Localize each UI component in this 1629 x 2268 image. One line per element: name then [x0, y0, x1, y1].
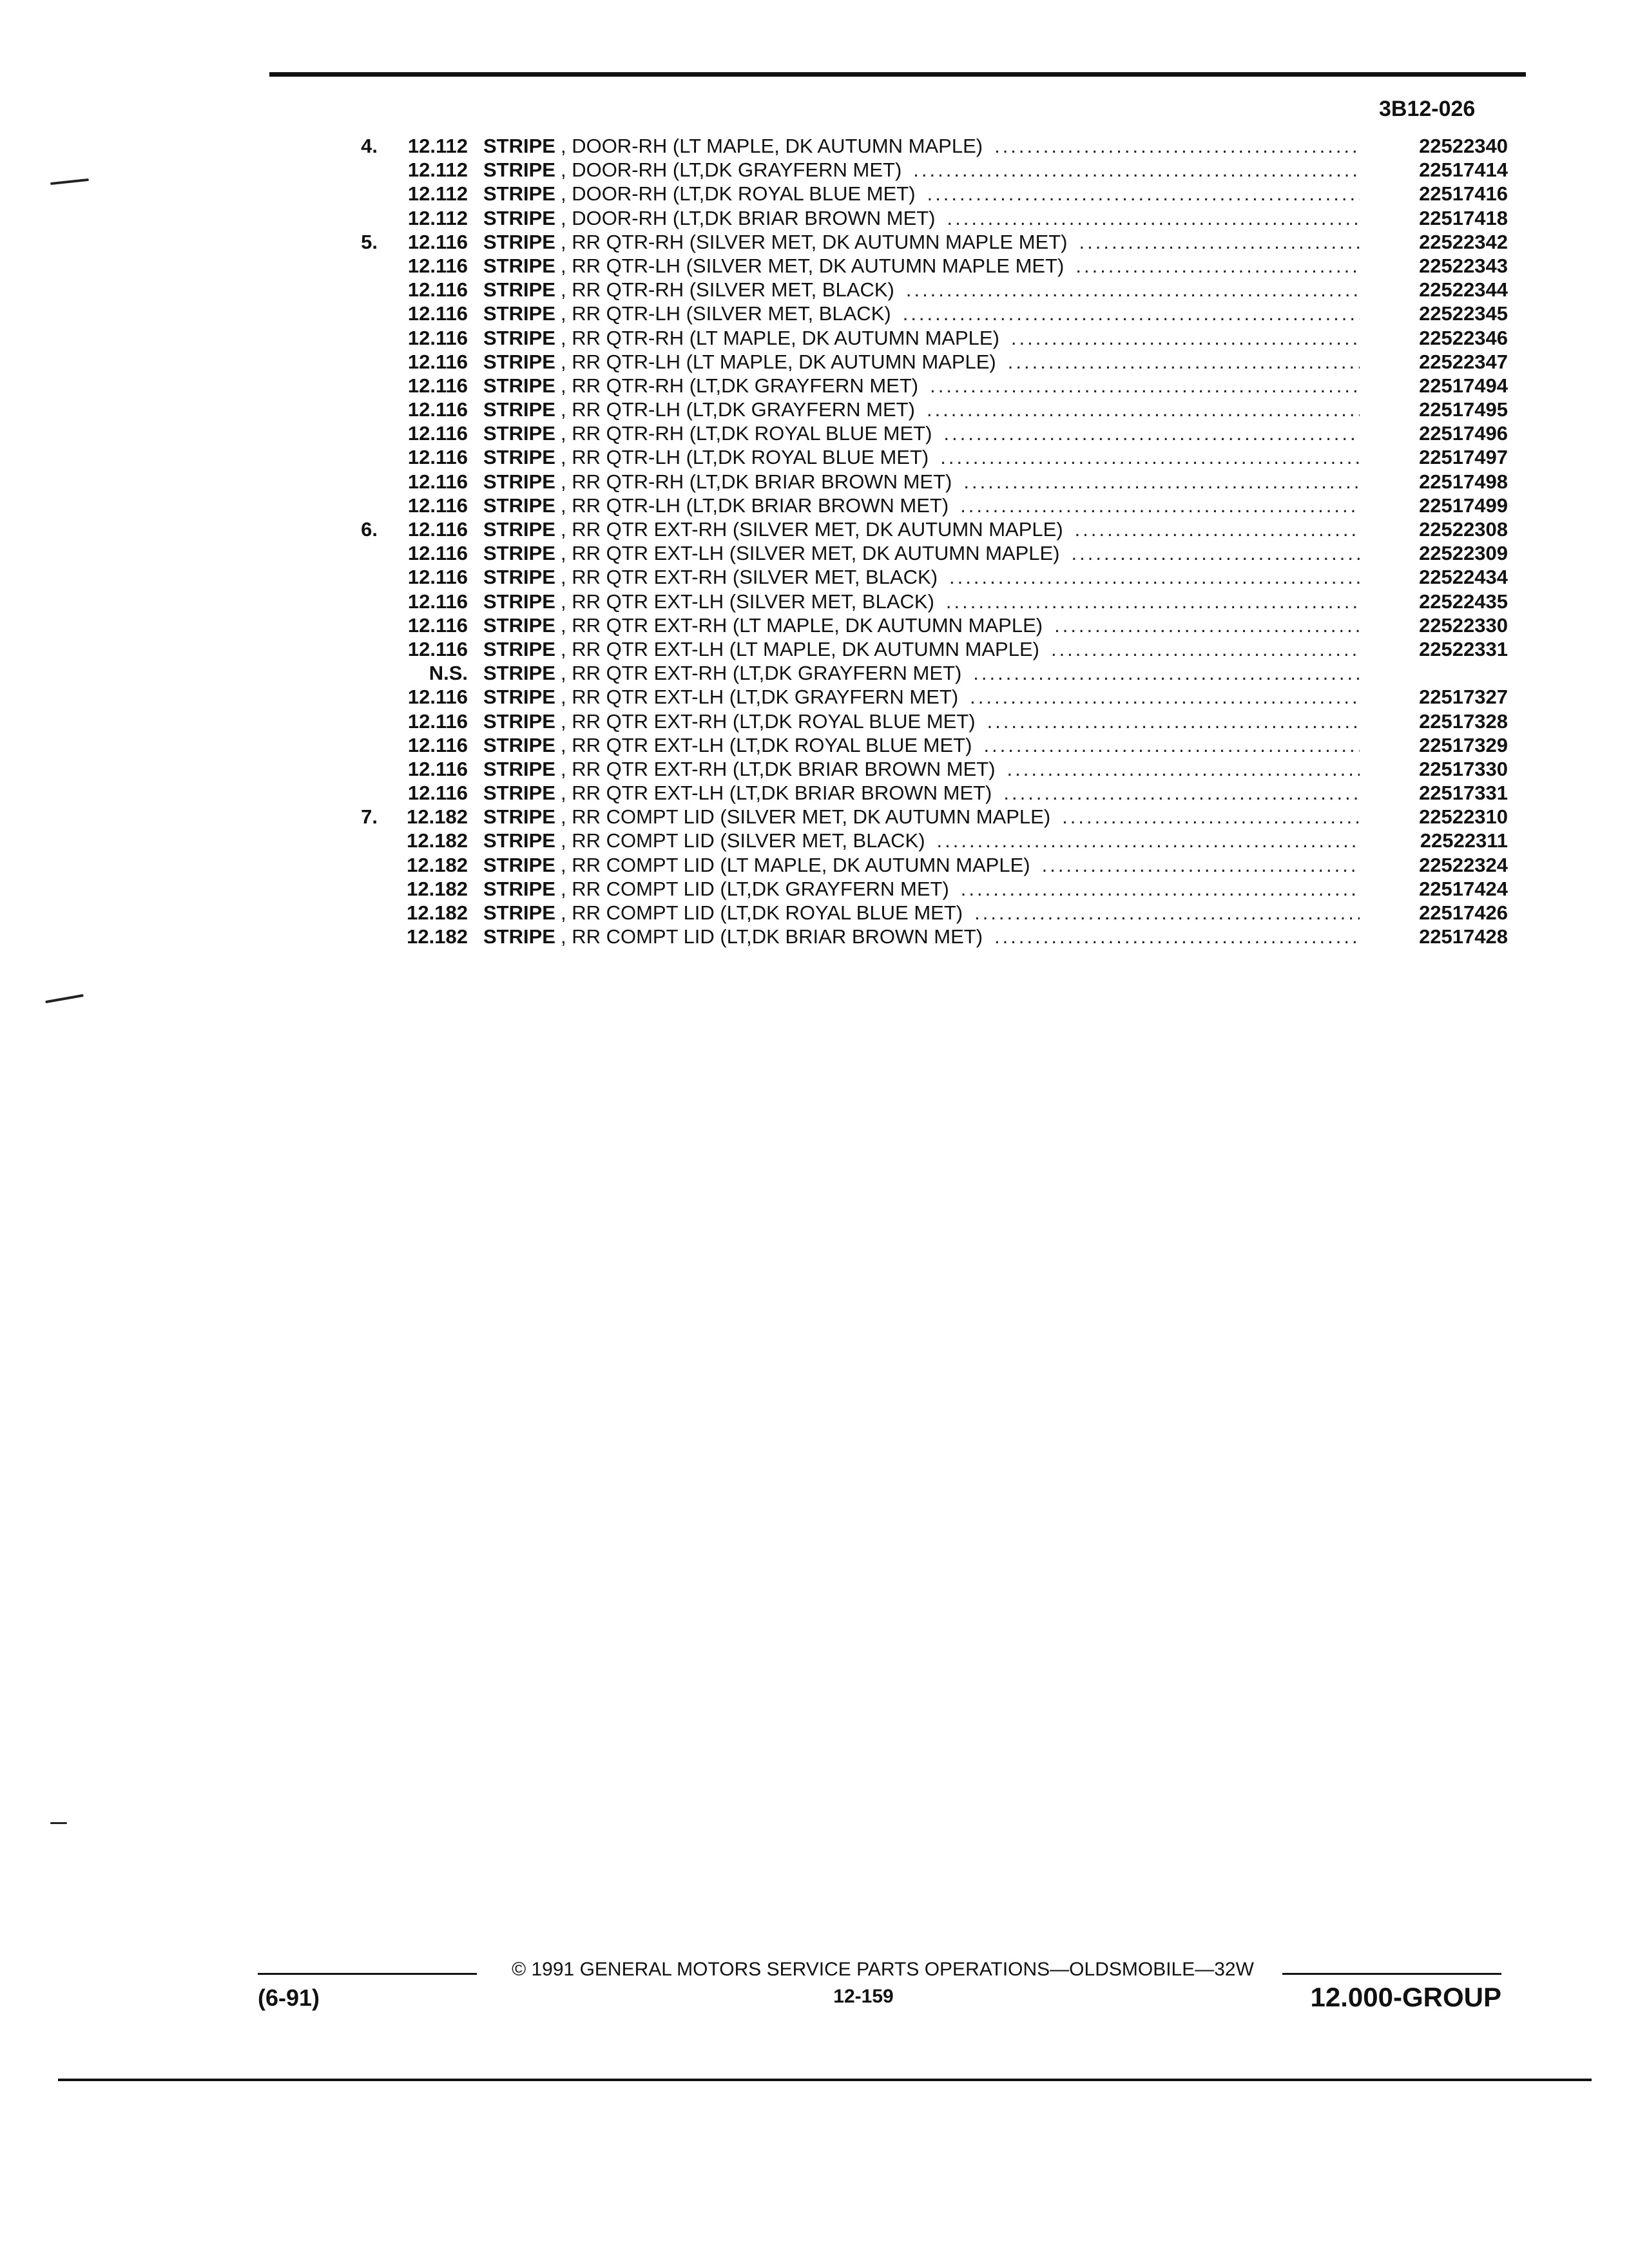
- dot-leader: [973, 661, 1360, 685]
- part-description: [483, 853, 1360, 877]
- part-desc: , RR QTR-RH (LT,DK BRIAR BROWN MET): [560, 470, 952, 493]
- part-description: [483, 901, 1360, 925]
- dot-leader: [1007, 757, 1360, 781]
- part-group-number: 12.112: [407, 206, 468, 229]
- part-group-number: 12.116: [407, 613, 468, 637]
- part-number: 22522310: [1419, 805, 1508, 829]
- part-group-number: 12.116: [407, 302, 468, 325]
- part-description: [483, 398, 1360, 421]
- dot-leader: [940, 445, 1360, 469]
- parts-list: [335, 134, 1508, 948]
- part-ref-number: 6.: [361, 518, 378, 541]
- part-row: [335, 421, 1508, 445]
- part-desc: , RR QTR EXT-RH (LT,DK GRAYFERN MET): [560, 662, 962, 685]
- part-row: [335, 685, 1508, 709]
- bottom-rule: [58, 2079, 1592, 2081]
- footer-rule-right: [1282, 1973, 1501, 1975]
- part-row: [335, 733, 1508, 757]
- part-row: [335, 901, 1508, 925]
- dot-leader: [927, 182, 1360, 206]
- part-desc: , RR QTR-LH (LT MAPLE, DK AUTUMN MAPLE): [560, 350, 996, 373]
- dot-leader: [963, 470, 1360, 494]
- part-row: [335, 541, 1508, 565]
- part-desc: , RR COMPT LID (LT,DK ROYAL BLUE MET): [560, 901, 963, 924]
- part-description: [483, 757, 1360, 781]
- part-number: 22517424: [1419, 877, 1508, 900]
- part-number: 22522340: [1419, 135, 1508, 157]
- part-group-number: 12.116: [407, 446, 468, 469]
- part-desc: , RR QTR EXT-LH (LT,DK ROYAL BLUE MET): [560, 733, 972, 756]
- dot-leader: [906, 278, 1360, 302]
- part-number: 22517328: [1419, 709, 1508, 733]
- part-row: [335, 925, 1508, 948]
- dot-leader: [927, 398, 1360, 421]
- part-row: [335, 445, 1508, 469]
- part-description: [483, 685, 1360, 709]
- part-ref-number: 5.: [361, 230, 378, 253]
- part-number: 22517327: [1419, 686, 1508, 709]
- part-group-number: 12.116: [407, 422, 468, 445]
- part-description: [483, 613, 1360, 637]
- part-desc: , RR COMPT LID (LT,DK BRIAR BROWN MET): [560, 925, 983, 948]
- part-description: [483, 541, 1360, 565]
- part-ref-number: 4.: [361, 135, 378, 157]
- part-description: [483, 374, 1360, 398]
- part-group-number: 12.182: [407, 805, 468, 829]
- part-row: [335, 230, 1508, 254]
- part-desc: , RR QTR EXT-RH (SILVER MET, BLACK): [560, 566, 938, 589]
- part-group-number: 12.116: [407, 566, 468, 589]
- part-name: STRIPE: [483, 470, 555, 493]
- part-desc: , RR QTR EXT-LH (SILVER MET, BLACK): [560, 590, 934, 613]
- part-name: STRIPE: [483, 494, 555, 517]
- footer: [258, 1959, 1501, 2017]
- part-description: [483, 877, 1360, 901]
- part-desc: , RR QTR EXT-LH (LT MAPLE, DK AUTUMN MAPLE): [560, 637, 1039, 660]
- part-row: [335, 829, 1508, 852]
- part-number: 22517416: [1419, 182, 1508, 206]
- part-group-number: 12.116: [407, 590, 468, 613]
- dot-leader: [987, 709, 1360, 733]
- footer-group: 12.000-GROUP: [1310, 1982, 1501, 2012]
- part-row: [335, 374, 1508, 398]
- part-name: STRIPE: [483, 302, 555, 325]
- part-description: [483, 230, 1360, 254]
- part-group-number: 12.182: [407, 853, 468, 876]
- dot-leader: [946, 590, 1360, 613]
- dot-leader: [1042, 853, 1360, 877]
- part-name: STRIPE: [483, 566, 555, 589]
- part-row: [335, 134, 1508, 158]
- part-number: 22522347: [1419, 350, 1508, 373]
- part-name: STRIPE: [483, 206, 555, 229]
- part-description: [483, 206, 1360, 230]
- part-description: [483, 278, 1360, 302]
- part-desc: , RR COMPT LID (LT MAPLE, DK AUTUMN MAPLE): [560, 853, 1030, 876]
- part-number: 22517331: [1419, 782, 1508, 805]
- part-row: [335, 877, 1508, 901]
- part-number: 22517494: [1419, 374, 1508, 397]
- part-description: [483, 733, 1360, 757]
- part-row: [335, 254, 1508, 278]
- part-description: [483, 158, 1360, 182]
- part-number: 22517428: [1419, 925, 1508, 948]
- part-ref-number: 7.: [361, 805, 378, 829]
- part-group-number: 12.116: [407, 254, 468, 277]
- part-number: 22517329: [1419, 733, 1508, 756]
- part-name: STRIPE: [483, 518, 555, 541]
- dot-leader: [1003, 781, 1360, 805]
- dot-leader: [949, 565, 1360, 589]
- part-number: 22522346: [1419, 326, 1508, 349]
- part-desc: , RR QTR-LH (LT,DK ROYAL BLUE MET): [560, 446, 929, 469]
- dot-leader: [1075, 517, 1360, 541]
- part-number: 22522308: [1419, 518, 1508, 541]
- dot-leader: [1072, 541, 1360, 565]
- part-name: STRIPE: [483, 159, 555, 182]
- part-desc: , RR QTR-LH (SILVER MET, DK AUTUMN MAPLE MET): [560, 254, 1065, 277]
- part-desc: , RR QTR-RH (SILVER MET, DK AUTUMN MAPLE MET): [560, 230, 1068, 253]
- dot-leader: [1011, 326, 1360, 350]
- footer-date-code: (6-91): [258, 1984, 320, 2011]
- part-desc: , DOOR-RH (LT,DK BRIAR BROWN MET): [560, 206, 936, 229]
- part-number: 22517414: [1419, 159, 1508, 182]
- dot-leader: [1075, 254, 1360, 278]
- part-group-number: 12.116: [407, 782, 468, 805]
- part-group-number: 12.116: [407, 757, 468, 780]
- binding-mark: [45, 994, 84, 1003]
- part-name: STRIPE: [483, 278, 555, 302]
- part-description: [483, 134, 1360, 158]
- part-row: [335, 278, 1508, 302]
- dot-leader: [994, 134, 1360, 158]
- part-desc: , RR COMPT LID (SILVER MET, BLACK): [560, 829, 925, 852]
- part-group-number: 12.116: [407, 542, 468, 565]
- dot-leader: [913, 158, 1360, 182]
- part-name: STRIPE: [483, 877, 555, 900]
- part-number: 22517498: [1419, 470, 1508, 493]
- part-desc: , DOOR-RH (LT,DK GRAYFERN MET): [560, 159, 902, 182]
- part-name: STRIPE: [483, 254, 555, 277]
- part-name: STRIPE: [483, 757, 555, 780]
- part-number: 22522343: [1419, 254, 1508, 277]
- dot-leader: [1008, 350, 1360, 374]
- part-row: [335, 709, 1508, 733]
- part-name: STRIPE: [483, 422, 555, 445]
- part-row: [335, 781, 1508, 805]
- part-desc: , DOOR-RH (LT,DK ROYAL BLUE MET): [560, 182, 916, 206]
- part-desc: , RR QTR EXT-RH (LT,DK ROYAL BLUE MET): [560, 709, 976, 733]
- part-row: [335, 158, 1508, 182]
- part-row: [335, 805, 1508, 829]
- part-group-number: 12.116: [407, 350, 468, 373]
- part-number: 22517426: [1419, 901, 1508, 924]
- part-group-number: 12.116: [407, 470, 468, 493]
- part-description: [483, 445, 1360, 469]
- part-name: STRIPE: [483, 662, 555, 685]
- part-description: [483, 517, 1360, 541]
- part-name: STRIPE: [483, 901, 555, 924]
- part-row: [335, 182, 1508, 206]
- footer-rule-left: [258, 1973, 477, 1975]
- part-description: [483, 829, 1360, 852]
- part-number: 22522342: [1419, 230, 1508, 253]
- part-number: 22522344: [1419, 278, 1508, 302]
- dot-leader: [937, 829, 1360, 852]
- part-name: STRIPE: [483, 446, 555, 469]
- part-description: [483, 326, 1360, 350]
- part-name: STRIPE: [483, 230, 555, 253]
- dot-leader: [974, 901, 1360, 925]
- part-desc: , RR QTR-RH (LT,DK GRAYFERN MET): [560, 374, 919, 397]
- part-name: STRIPE: [483, 637, 555, 660]
- part-desc: , RR QTR EXT-LH (LT,DK BRIAR BROWN MET): [560, 782, 992, 805]
- dot-leader: [960, 494, 1360, 517]
- part-group-number: 12.116: [407, 326, 468, 349]
- part-desc: , RR QTR-LH (LT,DK GRAYFERN MET): [560, 398, 915, 421]
- part-group-number: 12.112: [407, 159, 468, 182]
- part-group-number: 12.112: [407, 135, 468, 157]
- part-row: [335, 590, 1508, 613]
- part-row: [335, 470, 1508, 494]
- part-description: [483, 350, 1360, 374]
- part-row: [335, 398, 1508, 421]
- part-description: [483, 254, 1360, 278]
- part-description: [483, 494, 1360, 517]
- part-description: [483, 805, 1360, 829]
- part-number: 22522330: [1419, 613, 1508, 637]
- part-name: STRIPE: [483, 686, 555, 709]
- dot-leader: [1062, 805, 1360, 829]
- part-description: [483, 565, 1360, 589]
- part-name: STRIPE: [483, 709, 555, 733]
- part-name: STRIPE: [483, 135, 555, 157]
- part-number: 22517497: [1419, 446, 1508, 469]
- footer-copyright: © 1991 GENERAL MOTORS SERVICE PARTS OPERATIONS—OLDSMOBILE—32W: [512, 1959, 1254, 1980]
- part-number: 22522345: [1419, 302, 1508, 325]
- part-number: 22522434: [1419, 566, 1508, 589]
- binding-mark: [50, 1822, 67, 1824]
- part-number: 22522309: [1419, 542, 1508, 565]
- part-row: [335, 853, 1508, 877]
- part-name: STRIPE: [483, 782, 555, 805]
- part-desc: , RR COMPT LID (SILVER MET, DK AUTUMN MAPLE): [560, 805, 1051, 829]
- part-name: STRIPE: [483, 398, 555, 421]
- part-group-number: 12.116: [407, 637, 468, 660]
- part-group-number: 12.182: [407, 877, 468, 900]
- part-desc: , RR QTR-RH (LT,DK ROYAL BLUE MET): [560, 422, 932, 445]
- part-group-number: N.S.: [429, 662, 468, 685]
- part-description: [483, 302, 1360, 325]
- dot-leader: [930, 374, 1360, 398]
- part-row: [335, 661, 1508, 685]
- part-row: [335, 517, 1508, 541]
- part-number: 22522311: [1420, 829, 1508, 852]
- part-group-number: 12.182: [407, 925, 468, 948]
- part-row: [335, 613, 1508, 637]
- part-group-number: 12.116: [407, 398, 468, 421]
- part-description: [483, 925, 1360, 948]
- part-row: [335, 757, 1508, 781]
- part-description: [483, 661, 1360, 685]
- part-desc: , RR QTR-LH (SILVER MET, BLACK): [560, 302, 891, 325]
- footer-page-number: 12-159: [833, 1986, 894, 2007]
- dot-leader: [1054, 613, 1360, 637]
- part-group-number: 12.116: [407, 230, 468, 253]
- part-description: [483, 637, 1360, 661]
- top-rule: [269, 72, 1526, 77]
- part-desc: , RR QTR-LH (LT,DK BRIAR BROWN MET): [560, 494, 949, 517]
- part-group-number: 12.116: [407, 733, 468, 756]
- part-name: STRIPE: [483, 925, 555, 948]
- part-desc: , RR QTR EXT-RH (LT,DK BRIAR BROWN MET): [560, 757, 996, 780]
- page-code: 3B12-026: [1379, 97, 1476, 121]
- part-row: [335, 326, 1508, 350]
- part-name: STRIPE: [483, 542, 555, 565]
- part-group-number: 12.116: [407, 518, 468, 541]
- part-name: STRIPE: [483, 829, 555, 852]
- part-number: 22517495: [1419, 398, 1508, 421]
- part-description: [483, 182, 1360, 206]
- part-group-number: 12.182: [407, 829, 468, 852]
- dot-leader: [994, 925, 1360, 948]
- part-name: STRIPE: [483, 733, 555, 756]
- part-desc: , RR QTR EXT-RH (LT MAPLE, DK AUTUMN MAPLE): [560, 613, 1043, 637]
- part-group-number: 12.116: [407, 494, 468, 517]
- dot-leader: [1051, 637, 1360, 661]
- part-row: [335, 565, 1508, 589]
- part-name: STRIPE: [483, 182, 555, 206]
- part-name: STRIPE: [483, 613, 555, 637]
- part-group-number: 12.182: [407, 901, 468, 924]
- part-row: [335, 350, 1508, 374]
- dot-leader: [983, 733, 1360, 757]
- dot-leader: [943, 421, 1360, 445]
- part-name: STRIPE: [483, 326, 555, 349]
- dot-leader: [903, 302, 1360, 325]
- part-row: [335, 302, 1508, 325]
- part-description: [483, 470, 1360, 494]
- part-group-number: 12.116: [407, 709, 468, 733]
- part-number: 22517330: [1419, 757, 1508, 780]
- part-row: [335, 206, 1508, 230]
- part-group-number: 12.116: [407, 686, 468, 709]
- part-desc: , RR COMPT LID (LT,DK GRAYFERN MET): [560, 877, 949, 900]
- part-number: 22522331: [1419, 637, 1508, 660]
- part-description: [483, 781, 1360, 805]
- part-name: STRIPE: [483, 590, 555, 613]
- part-description: [483, 709, 1360, 733]
- part-desc: , RR QTR-RH (LT MAPLE, DK AUTUMN MAPLE): [560, 326, 999, 349]
- part-desc: , RR QTR EXT-RH (SILVER MET, DK AUTUMN MAPLE): [560, 518, 1063, 541]
- binding-mark: [50, 178, 89, 185]
- part-description: [483, 421, 1360, 445]
- part-desc: , RR QTR EXT-LH (LT,DK GRAYFERN MET): [560, 686, 959, 709]
- part-number: 22517418: [1419, 206, 1508, 229]
- part-name: STRIPE: [483, 805, 555, 829]
- dot-leader: [947, 206, 1360, 230]
- dot-leader: [961, 877, 1360, 901]
- dot-leader: [1079, 230, 1360, 254]
- part-group-number: 12.116: [407, 374, 468, 397]
- part-name: STRIPE: [483, 374, 555, 397]
- part-name: STRIPE: [483, 853, 555, 876]
- part-description: [483, 590, 1360, 613]
- part-name: STRIPE: [483, 350, 555, 373]
- part-row: [335, 494, 1508, 517]
- part-desc: , RR QTR EXT-LH (SILVER MET, DK AUTUMN MAPLE): [560, 542, 1060, 565]
- part-row: [335, 637, 1508, 661]
- part-number: 22522324: [1419, 853, 1508, 876]
- part-group-number: 12.112: [407, 182, 468, 206]
- part-number: 22517496: [1419, 422, 1508, 445]
- part-number: 22522435: [1419, 590, 1508, 613]
- part-desc: , DOOR-RH (LT MAPLE, DK AUTUMN MAPLE): [560, 135, 983, 157]
- part-desc: , RR QTR-RH (SILVER MET, BLACK): [560, 278, 894, 302]
- dot-leader: [970, 685, 1360, 709]
- part-group-number: 12.116: [407, 278, 468, 302]
- part-number: 22517499: [1419, 494, 1508, 517]
